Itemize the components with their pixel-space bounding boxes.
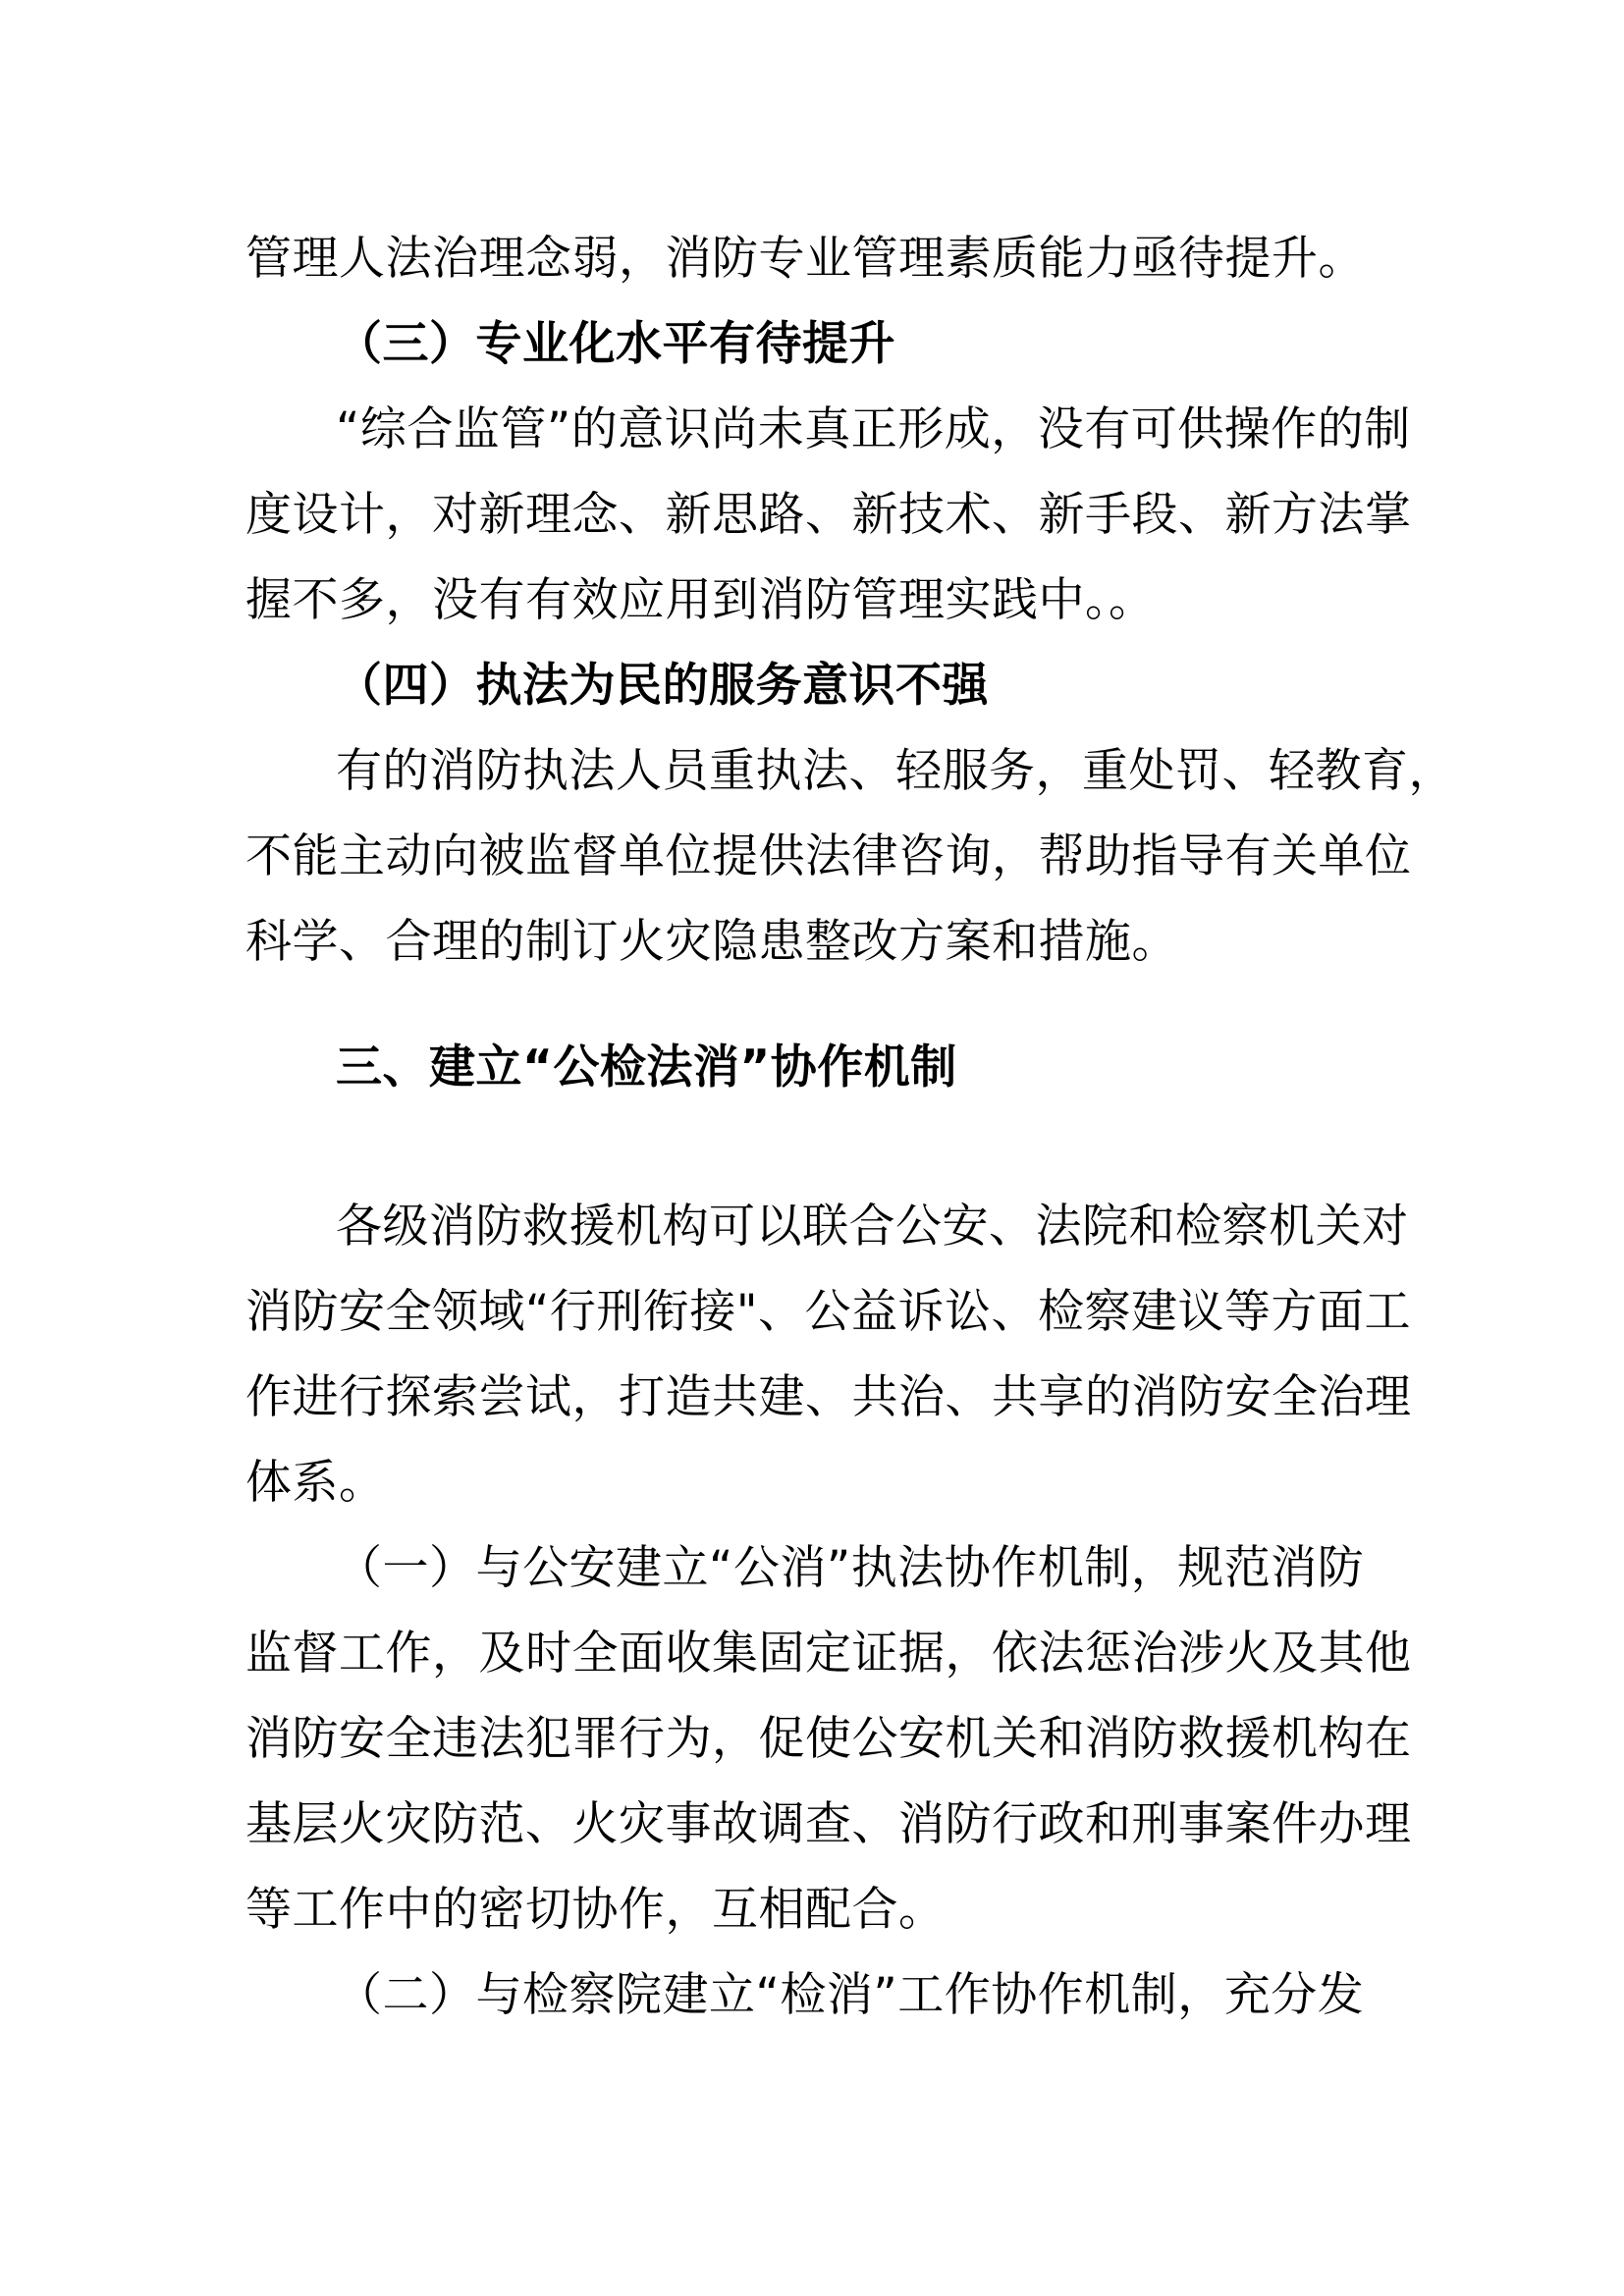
paragraph-line: 不能主动向被监督单位提供法律咨询，帮助指导有关单位 <box>245 829 1412 883</box>
section-heading: （四）执法为民的服务意识不强 <box>336 659 989 713</box>
paragraph-line: 作进行探索尝试，打造共建、共治、共享的消防安全治理 <box>245 1370 1412 1424</box>
paragraph-line: 有的消防执法人员重执法、轻服务，重处罚、轻教育， <box>336 744 1455 798</box>
paragraph-line: 科学、合理的制订火灾隐患整改方案和措施。 <box>245 915 1178 969</box>
paragraph-line: （一）与公安建立“公消”执法协作机制，规范消防 <box>336 1541 1365 1595</box>
paragraph-line: 消防安全违法犯罪行为，促使公安机关和消防救援机构在 <box>245 1712 1412 1766</box>
paragraph-line: 监督工作，及时全面收集固定证据，依法惩治涉火及其他 <box>245 1627 1412 1681</box>
paragraph-line: 管理人法治理念弱，消防专业管理素质能力亟待提升。 <box>245 232 1365 286</box>
paragraph-line: “综合监管”的意识尚未真正形成，没有可供操作的制 <box>336 402 1411 456</box>
paragraph-line: 等工作中的密切协作，互相配合。 <box>245 1883 946 1937</box>
paragraph-line: 握不多，没有有效应用到消防管理实践中。。 <box>245 573 1156 627</box>
paragraph-line: 各级消防救援机构可以联合公安、法院和检察机关对 <box>336 1200 1409 1254</box>
paragraph-line: 体系。 <box>245 1456 386 1510</box>
chapter-heading: 三、建立“公检法消”协作机制 <box>336 1041 957 1095</box>
paragraph-line: 消防安全领域“行刑衔接"、公益诉讼、检察建议等方面工 <box>245 1285 1411 1339</box>
paragraph-line: （二）与检察院建立“检消”工作协作机制，充分发 <box>336 1968 1365 2022</box>
paragraph-line: 度设计，对新理念、新思路、新技术、新手段、新方法掌 <box>245 488 1412 542</box>
section-heading: （三）专业化水平有待提升 <box>336 317 895 371</box>
paragraph-line: 基层火灾防范、火灾事故调查、消防行政和刑事案件办理 <box>245 1797 1412 1851</box>
